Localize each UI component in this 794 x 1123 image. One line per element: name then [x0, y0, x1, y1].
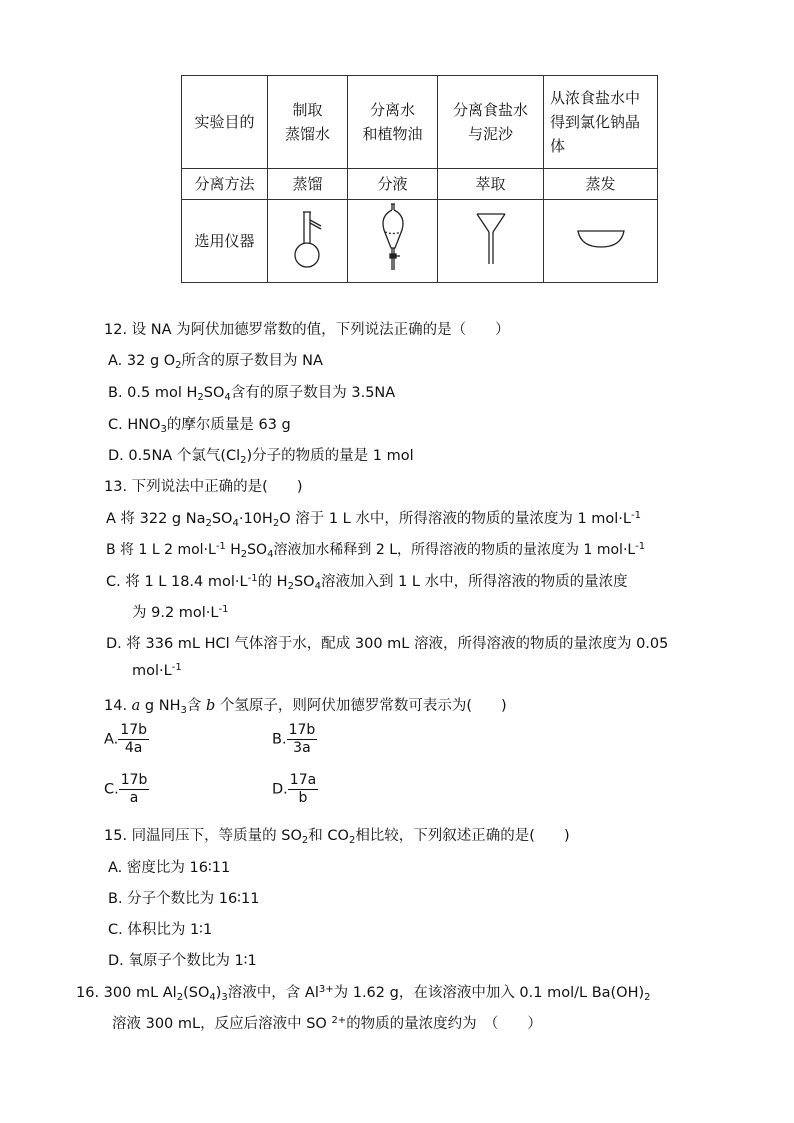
table-cell: 从浓食盐水中 得到氯化钠晶 体	[544, 76, 658, 169]
fraction: $\frac{17b}{a}$	[120, 772, 148, 806]
question-16-stem: 16. 300 mL $Al_2(SO_4)_3$溶液中，含 $Al^{3+}$为 1.62 g，在该溶液中加入 0.1 mol/L $Ba(OH)_2$	[76, 984, 651, 1003]
table-row-method	[182, 169, 658, 200]
question-12-option-b: B. 0.5 mol $H_2SO_4$含有的原子数目为 3.5NA	[108, 385, 396, 403]
question-14-option-a: A. $\frac{17b}{4a}$	[104, 722, 147, 756]
question-12-option-a: A. 32 g $O_2$所含的原子数目为 NA	[108, 353, 323, 371]
question-13-option-c: C. 将 1 L 18.4 $mol\cdot L^{-1}$的 $H_2SO_4$溶液加入到 1 L 水中，所得溶液的物质的量浓度	[106, 573, 628, 592]
question-15-option-a: A. 密度比为 16∶11	[108, 860, 231, 876]
question-14-stem: 14. a g $NH_3$含 b 个氢原子，则阿伏加德罗常数可表示为( )	[104, 698, 507, 716]
table-cell: 萃取	[438, 169, 544, 200]
question-12-stem: 12. 设 NA 为阿伏加德罗常数的值，下列说法正确的是（ ）	[104, 322, 510, 338]
question-12-option-d: D. 0.5NA 个氯气$(Cl_2)$分子的物质的量是 1 mol	[108, 448, 414, 466]
table-cell: 蒸发	[544, 169, 658, 200]
fraction: $\frac{17b}{3a}$	[288, 722, 316, 756]
question-15-option-b: B. 分子个数比为 16∶11	[108, 891, 260, 907]
experiment-table	[181, 75, 658, 283]
fraction: $\frac{17b}{4a}$	[120, 722, 147, 756]
table-cell: 实验目的	[182, 76, 268, 169]
question-13-option-d: D. 将 336 mL HCl 气体溶于水，配成 300 mL 溶液，所得溶液的物质的量浓度为 0.05	[106, 636, 669, 652]
question-15-option-d: D. 氧原子个数比为 1∶1	[108, 953, 257, 969]
table-cell: 分液	[348, 169, 438, 200]
question-14-option-b: B. $\frac{17b}{3a}$	[272, 722, 316, 756]
table-cell: 制取 蒸馏水	[268, 76, 348, 169]
table-cell	[544, 200, 658, 283]
question-13-option-d-cont: $mol\cdot L^{-1}$	[132, 662, 182, 679]
funnel-icon	[474, 208, 508, 268]
table-cell: 分离方法	[182, 169, 268, 200]
table-row-purpose	[182, 76, 658, 169]
evaporating-dish-icon	[575, 223, 627, 253]
question-13-option-a: A 将 322 g $Na_2SO_4\cdot 10H_2O$ 溶于 1 L 水中，所得溶液的物质的量浓度为 1 $mol\cdot L^{-1}$	[106, 510, 641, 529]
question-12-option-c: C. $HNO_3$的摩尔质量是 63 g	[108, 417, 291, 435]
table-cell: 分离水 和植物油	[348, 76, 438, 169]
question-13-option-b: B 将 1 L 2 $mol\cdot L^{-1}$ $H_2SO_4$溶液加水稀释到 2 L，所得溶液的物质的量浓度为 1 $mol\cdot L^{-1}$	[106, 541, 646, 560]
table-row-instrument	[182, 200, 658, 283]
question-15-stem: 15. 同温同压下，等质量的 $SO_2$和 $CO_2$相比较，下列叙述正确的是( )	[104, 828, 570, 846]
table-cell	[268, 200, 348, 283]
fraction: $\frac{17a}{b}$	[289, 772, 317, 806]
table-cell: 选用仪器	[182, 200, 268, 283]
distillation-flask-icon	[288, 206, 328, 270]
table-cell	[438, 200, 544, 283]
table-cell	[348, 200, 438, 283]
table-cell: 分离食盐水 与泥沙	[438, 76, 544, 169]
question-14-option-d: D. $\frac{17a}{b}$	[272, 772, 317, 806]
question-15-option-c: C. 体积比为 1∶1	[108, 922, 213, 938]
table-cell: 蒸馏	[268, 169, 348, 200]
question-16-stem-cont: 溶液 300 mL，反应后溶液中 SO $^{2+}$的物质的量浓度约为 （ ）	[112, 1015, 542, 1032]
question-14-option-c: C. $\frac{17b}{a}$	[104, 772, 148, 806]
separatory-funnel-icon	[376, 202, 410, 274]
question-13-stem: 13. 下列说法中正确的是( )	[104, 479, 303, 495]
question-13-option-c-cont: 为 9.2 $mol\cdot L^{-1}$	[132, 604, 229, 621]
